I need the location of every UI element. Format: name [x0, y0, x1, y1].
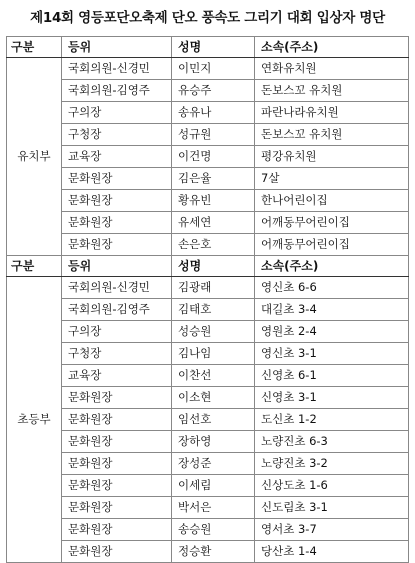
- affiliation-cell: 7살: [255, 168, 409, 190]
- affiliation-cell: 영신초 3-1: [255, 343, 409, 365]
- name-cell: 장하영: [172, 431, 255, 453]
- header-name: 성명: [172, 37, 255, 58]
- rank-cell: 교육장: [62, 365, 172, 387]
- name-cell: 송유나: [172, 102, 255, 124]
- table-row: [7, 277, 409, 299]
- header-group: 구분: [7, 37, 62, 58]
- document-title: 제14회 영등포단오축제 단오 풍속도 그리기 대회 입상자 명단: [30, 10, 385, 26]
- name-cell: 장성준: [172, 453, 255, 475]
- affiliation-cell: 대길초 3-4: [255, 299, 409, 321]
- affiliation-cell: 영신초 6-6: [255, 277, 409, 299]
- table-row: [7, 80, 409, 102]
- elem-group-label: 초등부: [7, 277, 62, 563]
- kinder-header-row: [7, 37, 409, 58]
- rank-cell: 국회의원-신경민: [62, 58, 172, 80]
- table-row: [7, 190, 409, 212]
- table-row: [7, 475, 409, 497]
- affiliation-cell: 영원초 2-4: [255, 321, 409, 343]
- table-row: [7, 409, 409, 431]
- rank-cell: 문화원장: [62, 431, 172, 453]
- rank-cell: 문화원장: [62, 497, 172, 519]
- header-affiliation: 소속(주소): [255, 256, 409, 277]
- name-cell: 성규원: [172, 124, 255, 146]
- affiliation-cell: 신영초 6-1: [255, 365, 409, 387]
- rank-cell: 문화원장: [62, 234, 172, 256]
- table-row: [7, 431, 409, 453]
- table-row: [7, 519, 409, 541]
- table-row: [7, 321, 409, 343]
- table-row: [7, 146, 409, 168]
- name-cell: 이찬선: [172, 365, 255, 387]
- name-cell: 이소현: [172, 387, 255, 409]
- name-cell: 정승환: [172, 541, 255, 563]
- rank-cell: 문화원장: [62, 475, 172, 497]
- rank-cell: 문화원장: [62, 190, 172, 212]
- name-cell: 김나임: [172, 343, 255, 365]
- name-cell: 성승원: [172, 321, 255, 343]
- header-rank: 등위: [62, 37, 172, 58]
- table-row: [7, 234, 409, 256]
- header-group: 구분: [7, 256, 62, 277]
- name-cell: 임선호: [172, 409, 255, 431]
- table-row: [7, 497, 409, 519]
- affiliation-cell: 파란나라유치원: [255, 102, 409, 124]
- rank-cell: 교육장: [62, 146, 172, 168]
- affiliation-cell: 돈보스꼬 유치원: [255, 124, 409, 146]
- rank-cell: 국회의원-김영주: [62, 80, 172, 102]
- winners-table: [6, 36, 409, 563]
- table-row: [7, 212, 409, 234]
- table-row: [7, 299, 409, 321]
- affiliation-cell: 어깨동무어린이집: [255, 234, 409, 256]
- affiliation-cell: 도신초 1-2: [255, 409, 409, 431]
- rank-cell: 국회의원-김영주: [62, 299, 172, 321]
- rank-cell: 문화원장: [62, 387, 172, 409]
- rank-cell: 문화원장: [62, 212, 172, 234]
- name-cell: 손은호: [172, 234, 255, 256]
- table-row: [7, 453, 409, 475]
- rank-cell: 구의장: [62, 321, 172, 343]
- affiliation-cell: 평강유치원: [255, 146, 409, 168]
- rank-cell: 구청장: [62, 124, 172, 146]
- table-row: [7, 387, 409, 409]
- name-cell: 유승주: [172, 80, 255, 102]
- affiliation-cell: 어깨동무어린이집: [255, 212, 409, 234]
- name-cell: 김광래: [172, 277, 255, 299]
- name-cell: 박서은: [172, 497, 255, 519]
- rank-cell: 문화원장: [62, 519, 172, 541]
- table-row: [7, 343, 409, 365]
- affiliation-cell: 돈보스꼬 유치원: [255, 80, 409, 102]
- affiliation-cell: 신상도초 1-6: [255, 475, 409, 497]
- table-row: [7, 124, 409, 146]
- rank-cell: 문화원장: [62, 453, 172, 475]
- header-name: 성명: [172, 256, 255, 277]
- rank-cell: 국회의원-신경민: [62, 277, 172, 299]
- affiliation-cell: 신도림초 3-1: [255, 497, 409, 519]
- name-cell: 유세연: [172, 212, 255, 234]
- rank-cell: 구청장: [62, 343, 172, 365]
- kinder-group-label: 유치부: [7, 58, 62, 256]
- table-row: [7, 102, 409, 124]
- name-cell: 황유빈: [172, 190, 255, 212]
- winners-table-body: [7, 37, 409, 563]
- header-affiliation: 소속(주소): [255, 37, 409, 58]
- name-cell: 이세림: [172, 475, 255, 497]
- affiliation-cell: 당산초 1-4: [255, 541, 409, 563]
- rank-cell: 문화원장: [62, 168, 172, 190]
- table-row: [7, 168, 409, 190]
- affiliation-cell: 연화유치원: [255, 58, 409, 80]
- name-cell: 송승원: [172, 519, 255, 541]
- affiliation-cell: 신영초 3-1: [255, 387, 409, 409]
- affiliation-cell: 한나어린이집: [255, 190, 409, 212]
- name-cell: 김은율: [172, 168, 255, 190]
- table-row: [7, 365, 409, 387]
- rank-cell: 구의장: [62, 102, 172, 124]
- header-rank: 등위: [62, 256, 172, 277]
- rank-cell: 문화원장: [62, 541, 172, 563]
- affiliation-cell: 노량진초 6-3: [255, 431, 409, 453]
- affiliation-cell: 영서초 3-7: [255, 519, 409, 541]
- table-row: [7, 541, 409, 563]
- elem-header-row: [7, 256, 409, 277]
- table-row: [7, 58, 409, 80]
- name-cell: 김태호: [172, 299, 255, 321]
- affiliation-cell: 노량진초 3-2: [255, 453, 409, 475]
- name-cell: 이건명: [172, 146, 255, 168]
- rank-cell: 문화원장: [62, 409, 172, 431]
- name-cell: 이민지: [172, 58, 255, 80]
